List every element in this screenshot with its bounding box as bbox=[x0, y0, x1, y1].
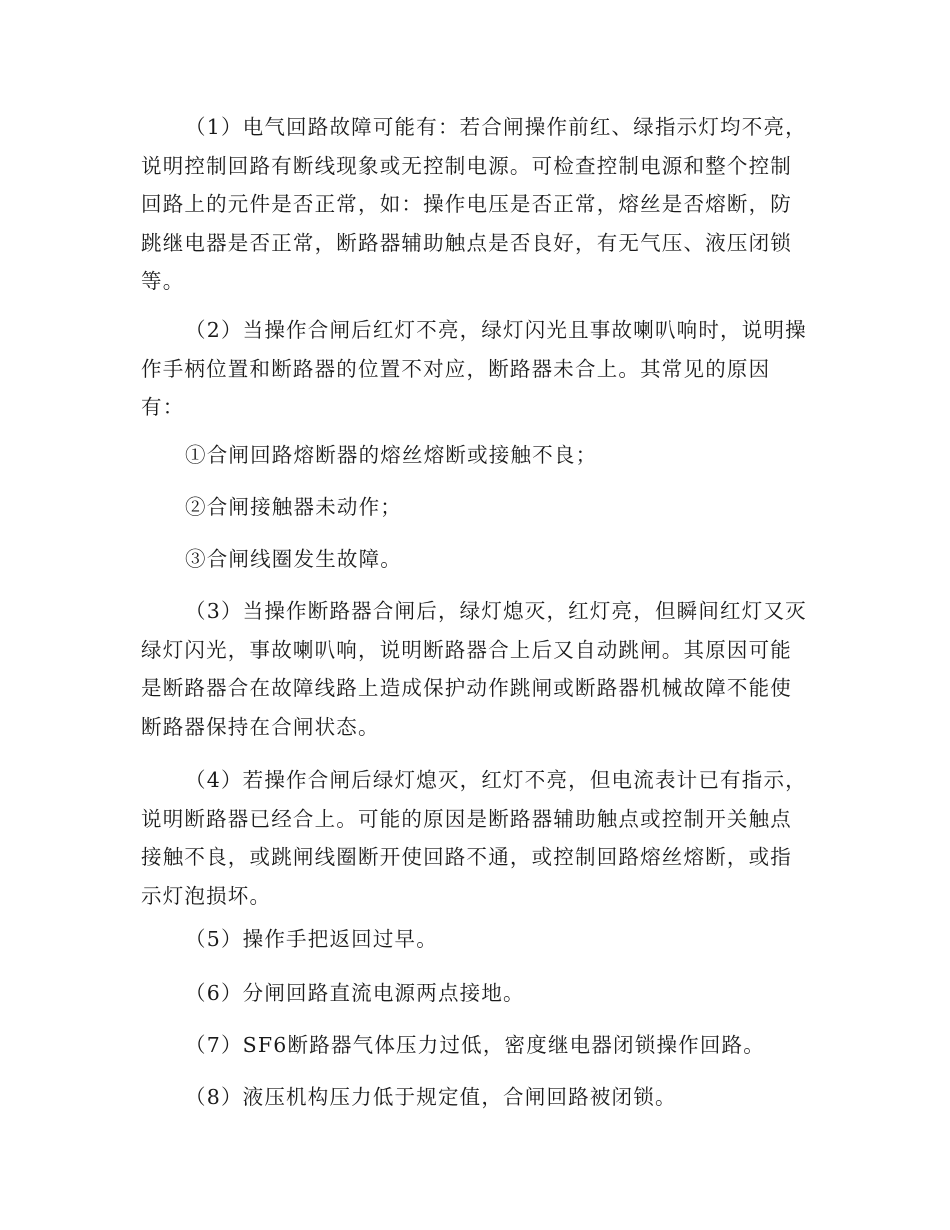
paragraph-handle-return: （5）操作手把返回过早。 bbox=[185, 927, 438, 951]
paragraph-red-light-off: （2）当操作合闸后红灯不亮，绿灯闪光且事故喇叭响时，说明操作手柄位置和断路器的位置不对应，断路器未合上。其常见的原因 有： bbox=[141, 318, 807, 419]
list-item-coil-fault: ③合闸线圈发生故障。 bbox=[185, 547, 402, 571]
paragraph-green-off-red-off: （4）若操作合闸后绿灯熄灭，红灯不亮，但电流表计已有指示，说明断路器已经合上。可能的原因是断路器辅助触点或控制开关触点接触不良，或跳闸线圈断开使回路不通，或控制回路熔丝熔断，或指示灯泡损坏。 bbox=[141, 768, 807, 908]
paragraph-dc-grounding: （6）分闸回路直流电源两点接地。 bbox=[185, 981, 525, 1005]
paragraph-auto-trip: （3）当操作断路器合闸后，绿灯熄灭，红灯亮，但瞬间红灯又灭绿灯闪光，事故喇叭响，说明断路器合上后又自动跳闸。其原因可能是断路器合在故障线路上造成保护动作跳闸或断路器机械故障不能使断路器保持在合闸状态。 bbox=[141, 599, 807, 739]
list-item-contactor: ②合闸接触器未动作； bbox=[185, 495, 402, 519]
list-item-fuse-blown: ①合闸回路熔断器的熔丝熔断或接触不良； bbox=[185, 443, 598, 467]
paragraph-hydraulic-pressure: （8）液压机构压力低于规定值，合闸回路被闭锁。 bbox=[185, 1085, 677, 1109]
paragraph-sf6-pressure: （7）SF6断路器气体压力过低，密度继电器闭锁操作回路。 bbox=[185, 1033, 765, 1057]
paragraph-electrical-fault: （1）电气回路故障可能有：若合闸操作前红、绿指示灯均不亮，说明控制回路有断线现象或无控制电源。可检查控制电源和整个控制回路上的元件是否正常，如：操作电压是否正常，熔丝是否熔断，防跳继电器是否正常，断路器辅助触点是否良好，有无气压、液压闭锁等。 bbox=[141, 115, 807, 293]
